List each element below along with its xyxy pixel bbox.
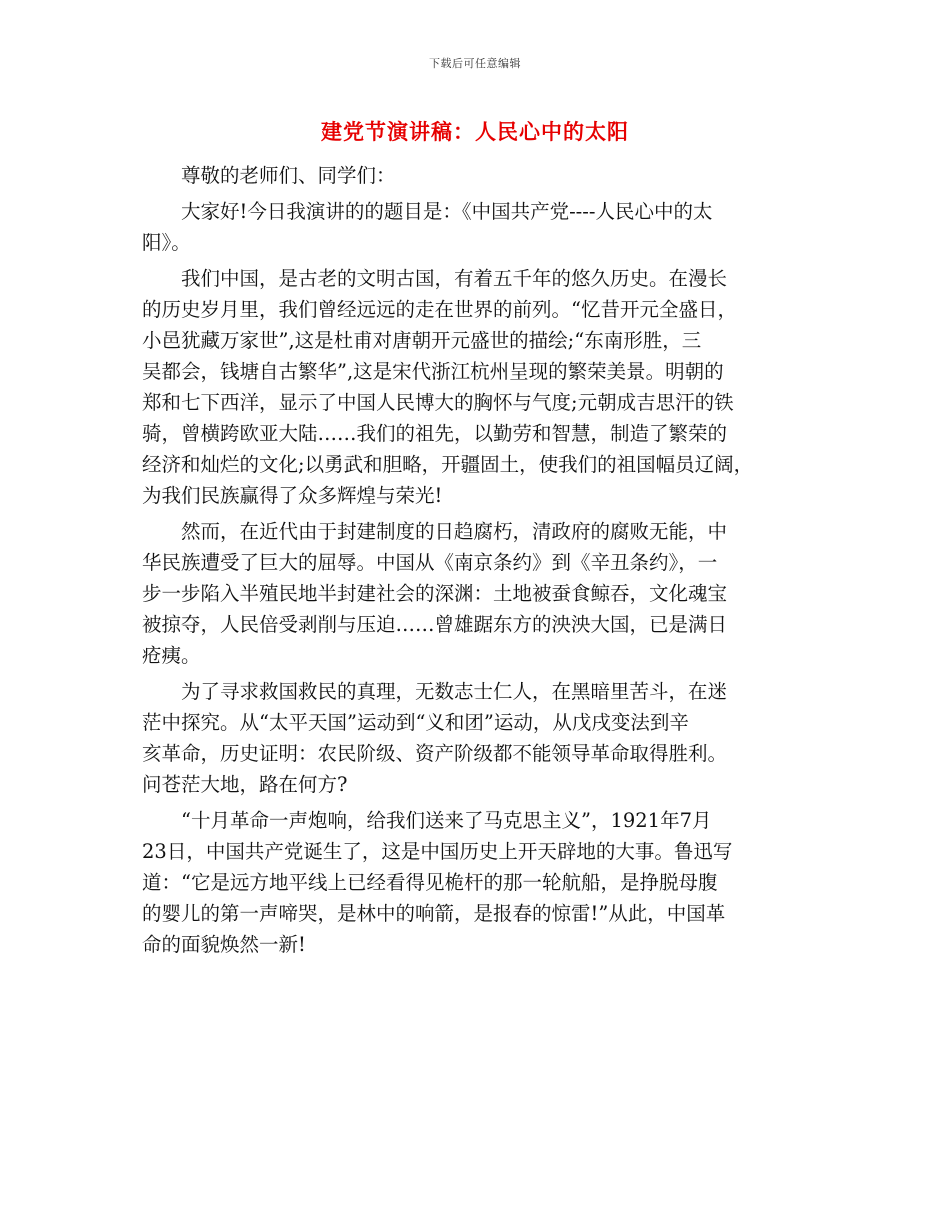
paragraph [142, 676, 814, 800]
text-line: 命的面貌焕然一新! [142, 933, 306, 956]
text-line: 我们中国，是古老的文明古国，有着五千年的悠久历史。在漫长 [181, 267, 728, 290]
text-line: 经济和灿烂的文化;以勇武和胆略，开疆固土，使我们的祖国幅员辽阔， [142, 453, 754, 476]
text-line: 郑和七下西洋，显示了中国人民博大的胸怀与气度;元朝成吉思汗的铁 [142, 391, 734, 414]
text-line: 阳》。 [142, 231, 191, 254]
text-line: 为了寻求救国救民的真理，无数志士仁人，在黑暗里苦斗，在迷 [181, 680, 728, 703]
paragraph [142, 516, 814, 671]
paragraph [142, 160, 814, 191]
text-line: 然而，在近代由于封建制度的日趋腐朽，清政府的腐败无能，中 [181, 520, 728, 543]
text-line: 华民族遭受了巨大的屈辱。中国从《南京条约》到《辛丑条约》，一 [142, 551, 718, 574]
document-title: 建党节演讲稿：人民心中的太阳 [321, 119, 629, 144]
header-note: 下载后可任意编辑 [429, 57, 521, 70]
text-line: 问苍茫大地，路在何方? [142, 773, 348, 796]
text-line: 的历史岁月里，我们曾经远远的走在世界的前列。“忆昔开元全盛日， [142, 298, 737, 321]
text-line: 骑，曾横跨欧亚大陆……我们的祖先，以勤劳和智慧，制造了繁荣的 [142, 422, 728, 445]
text-line: 大家好!今日我演讲的的题目是：《中国共产党----人民心中的太 [181, 200, 713, 223]
text-line: 小邑犹藏万家世”,这是杜甫对唐朝开元盛世的描绘;“东南形胜，三 [142, 329, 702, 352]
paragraph [142, 805, 814, 960]
text-line: “十月革命一声炮响，给我们送来了马克思主义”，1921年7月 [181, 809, 712, 832]
text-line: 为我们民族赢得了众多辉煌与荣光! [142, 484, 443, 507]
text-line: 23日，中国共产党诞生了，这是中国历史上开天辟地的大事。鲁迅写 [142, 840, 733, 863]
text-line: 被掠夺，人民倍受剥削与压迫……曾雄踞东方的泱泱大国，已是满日 [142, 613, 728, 636]
text-line: 茫中探究。从“太平天国”运动到“义和团”运动，从戊戌变法到辛 [142, 711, 689, 734]
text-line: 吴都会，钱塘自古繁华”,这是宋代浙江杭州呈现的繁荣美景。明朝的 [142, 360, 724, 383]
text-line: 的婴儿的第一声啼哭，是林中的响箭，是报春的惊雷!”从此，中国革 [142, 902, 726, 925]
text-line: 道：“它是远方地平线上已经看得见桅杆的那一轮航船，是挣脱母腹 [142, 871, 718, 894]
text-line: 疮痍。 [142, 644, 201, 667]
paragraph [142, 196, 814, 258]
text-line: 尊敬的老师们、同学们： [181, 164, 396, 187]
text-line: 步一步陷入半殖民地半封建社会的深渊：土地被蚕食鲸吞，文化魂宝 [142, 582, 728, 605]
text-line: 亥革命，历史证明：农民阶级、资产阶级都不能领导革命取得胜利。 [142, 742, 728, 765]
document-body [142, 160, 814, 965]
paragraph [142, 263, 814, 511]
